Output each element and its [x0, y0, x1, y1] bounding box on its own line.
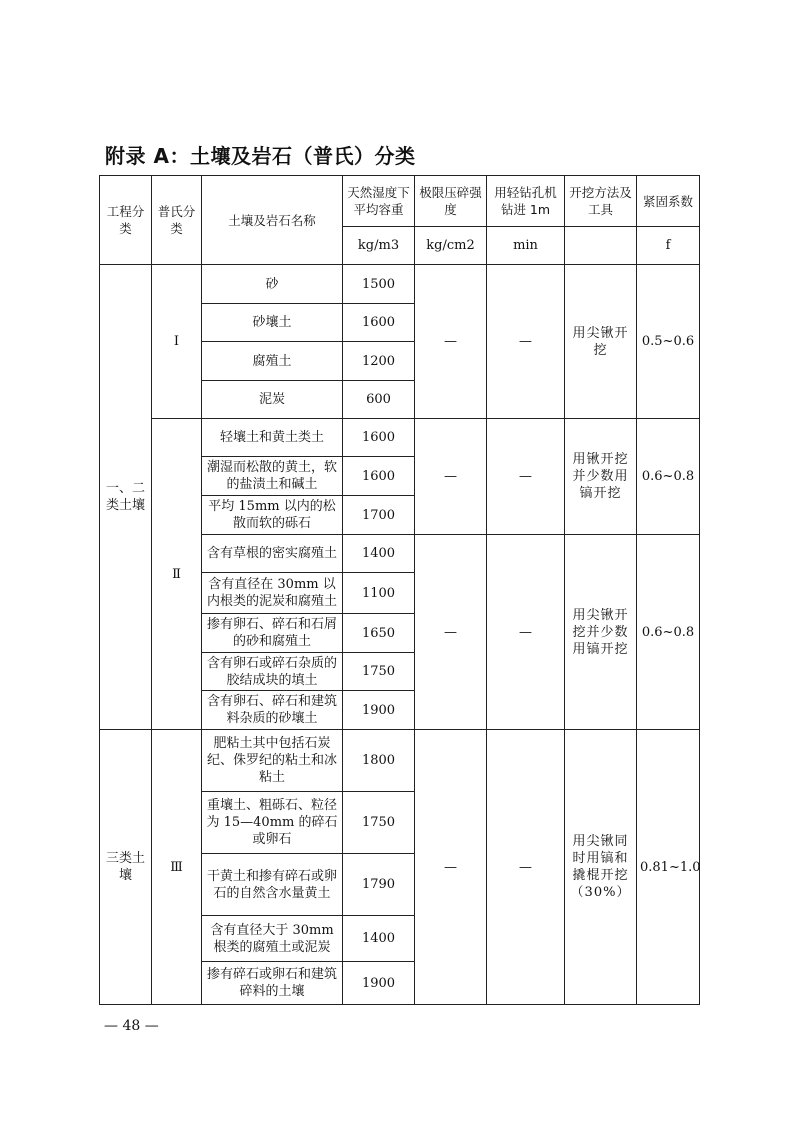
soil-name: 含有直径在 30mm 以内根类的泥炭和腐殖土 — [202, 573, 343, 614]
drill-value: — — [487, 265, 565, 419]
density-value: 1600 — [343, 457, 415, 496]
unit-strength: kg/cm2 — [415, 227, 487, 265]
header-soil-name: 土壤及岩石名称 — [202, 176, 343, 265]
unit-density: kg/m3 — [343, 227, 415, 265]
soil-name: 轻壤土和黄土类土 — [202, 419, 343, 457]
density-value: 1200 — [343, 342, 415, 381]
coefficient-value: 0.6~0.8 — [637, 419, 700, 535]
soil-name: 掺有碎石或卵石和建筑碎料的土壤 — [202, 962, 343, 1005]
soil-name: 含有卵石或碎石杂质的胶结成块的填土 — [202, 653, 343, 691]
soil-name: 重壤土、粗砾石、粒径为 15—40mm 的碎石或卵石 — [202, 792, 343, 854]
engineering-class-cell: 一、二类土壤 — [100, 265, 152, 730]
density-value: 1900 — [343, 962, 415, 1005]
density-value: 1790 — [343, 854, 415, 916]
dig-method-value: 用尖锹开挖并少数用镐开挖 — [565, 535, 637, 730]
soil-name: 砂壤土 — [202, 304, 343, 342]
dig-method-value: 用锹开挖并少数用镐开挖 — [565, 419, 637, 535]
density-value: 1600 — [343, 419, 415, 457]
density-value: 1700 — [343, 496, 415, 535]
soil-name: 潮湿而松散的黄土，软的盐渍土和碱土 — [202, 457, 343, 496]
header-pu-class: 普氏分类 — [152, 176, 202, 265]
density-value: 1400 — [343, 916, 415, 962]
header-engineering-class: 工程分类 — [100, 176, 152, 265]
soil-name: 肥粘土其中包括石炭纪、侏罗纪的粘土和冰粘土 — [202, 730, 343, 792]
header-dig-method: 开挖方法及工具 — [565, 176, 637, 227]
strength-value: — — [415, 535, 487, 730]
engineering-class-cell: 三类土壤 — [100, 730, 152, 1005]
drill-value: — — [487, 419, 565, 535]
strength-value: — — [415, 730, 487, 1005]
unit-drill: min — [487, 227, 565, 265]
soil-name: 含有卵石、碎石和建筑料杂质的砂壤土 — [202, 691, 343, 730]
strength-value: — — [415, 265, 487, 419]
density-value: 1600 — [343, 304, 415, 342]
density-value: 1750 — [343, 653, 415, 691]
density-value: 1750 — [343, 792, 415, 854]
coefficient-value: 0.5~0.6 — [637, 265, 700, 419]
pu-class-cell: Ⅱ — [152, 419, 202, 730]
drill-value: — — [487, 730, 565, 1005]
dig-method-value: 用尖锹开挖 — [565, 265, 637, 419]
header-strength: 极限压碎强度 — [415, 176, 487, 227]
header-density: 天然湿度下平均容重 — [343, 176, 415, 227]
density-value: 1500 — [343, 265, 415, 304]
coefficient-value: 0.81~1.0 — [637, 730, 700, 1005]
coefficient-value: 0.6~0.8 — [637, 535, 700, 730]
header-drill: 用轻钻孔机钻进 1m — [487, 176, 565, 227]
page-number: — 48 — — [104, 1018, 159, 1034]
soil-name: 掺有卵石、碎石和石屑的砂和腐殖土 — [202, 614, 343, 653]
drill-value: — — [487, 535, 565, 730]
density-value: 600 — [343, 381, 415, 419]
unit-dig-method — [565, 227, 637, 265]
unit-coefficient: f — [637, 227, 700, 265]
pu-class-cell: Ⅰ — [152, 265, 202, 419]
pu-class-cell: Ⅲ — [152, 730, 202, 1005]
page-title: 附录 A：土壤及岩石（普氏）分类 — [105, 144, 416, 168]
density-value: 1400 — [343, 535, 415, 573]
soil-name: 干黄土和掺有碎石或卵石的自然含水量黄土 — [202, 854, 343, 916]
header-coefficient: 紧固系数 — [637, 176, 700, 227]
density-value: 1900 — [343, 691, 415, 730]
density-value: 1100 — [343, 573, 415, 614]
soil-name: 平均 15mm 以内的松散而软的砾石 — [202, 496, 343, 535]
soil-name: 含有草根的密实腐殖土 — [202, 535, 343, 573]
strength-value: — — [415, 419, 487, 535]
soil-name: 泥炭 — [202, 381, 343, 419]
density-value: 1800 — [343, 730, 415, 792]
soil-name: 腐殖土 — [202, 342, 343, 381]
density-value: 1650 — [343, 614, 415, 653]
dig-method-value: 用尖锹同时用镐和撬棍开挖（30%） — [565, 730, 637, 1005]
soil-name: 含有直径大于 30mm 根类的腐殖土或泥炭 — [202, 916, 343, 962]
soil-name: 砂 — [202, 265, 343, 304]
soil-rock-classification-table — [99, 175, 700, 1005]
